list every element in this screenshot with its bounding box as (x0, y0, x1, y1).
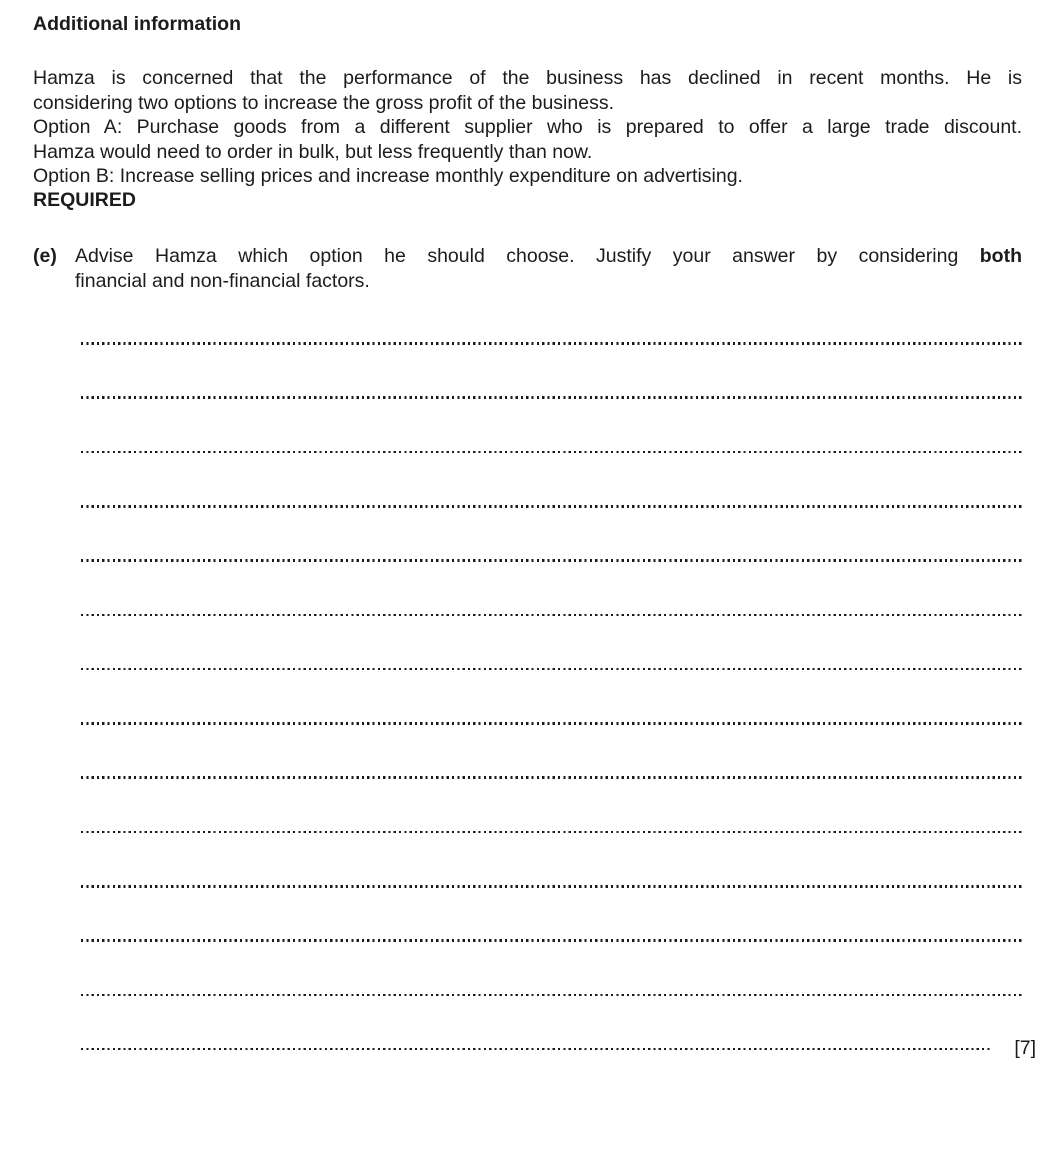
additional-information-heading: Additional information (33, 13, 241, 35)
answer-line (81, 342, 1022, 345)
answer-line (81, 1037, 1036, 1060)
answer-line (81, 396, 1022, 399)
option-a-line-2: Hamza would need to order in bulk, but less frequently than now. (33, 140, 593, 163)
answer-line (81, 505, 1022, 508)
question-e (33, 244, 1022, 293)
answer-line (81, 939, 1022, 942)
option-a-line-1: Option A: Purchase goods from a different supplier who is prepared to offer a large trade discount. (33, 116, 1022, 139)
answer-line-dots (81, 1048, 992, 1051)
option-a-paragraph (33, 115, 1022, 164)
answer-line (81, 668, 1022, 671)
answer-line (81, 831, 1022, 834)
answer-line (81, 994, 1022, 997)
marks-label: [7] (1014, 1037, 1036, 1060)
intro-line-1: Hamza is concerned that the performance of the business has declined in recent months. He is (33, 67, 1022, 89)
answer-line (81, 722, 1022, 725)
answer-line (81, 885, 1022, 888)
question-e-line-1-text: Advise Hamza which option he should choose. Justify your answer by considering (75, 244, 980, 267)
intro-paragraph (33, 66, 1022, 115)
option-b-paragraph (33, 164, 1022, 189)
answer-lines (33, 342, 1036, 1060)
required-heading: REQUIRED (33, 188, 136, 211)
option-b-line-1: Option B: Increase selling prices and increase monthly expenditure on advertising. (33, 165, 743, 188)
question-e-line-2: financial and non-financial factors. (75, 269, 370, 292)
answer-line (81, 614, 1022, 617)
question-e-text (75, 244, 1022, 293)
question-e-line-1 (75, 244, 1022, 269)
question-e-bold-word: both (979, 244, 1022, 267)
intro-line-2: considering two options to increase the gross profit of the business. (33, 91, 614, 114)
answer-line (81, 451, 1022, 454)
question-e-label: (e) (33, 244, 57, 267)
answer-line (81, 776, 1022, 779)
answer-line (81, 559, 1022, 562)
